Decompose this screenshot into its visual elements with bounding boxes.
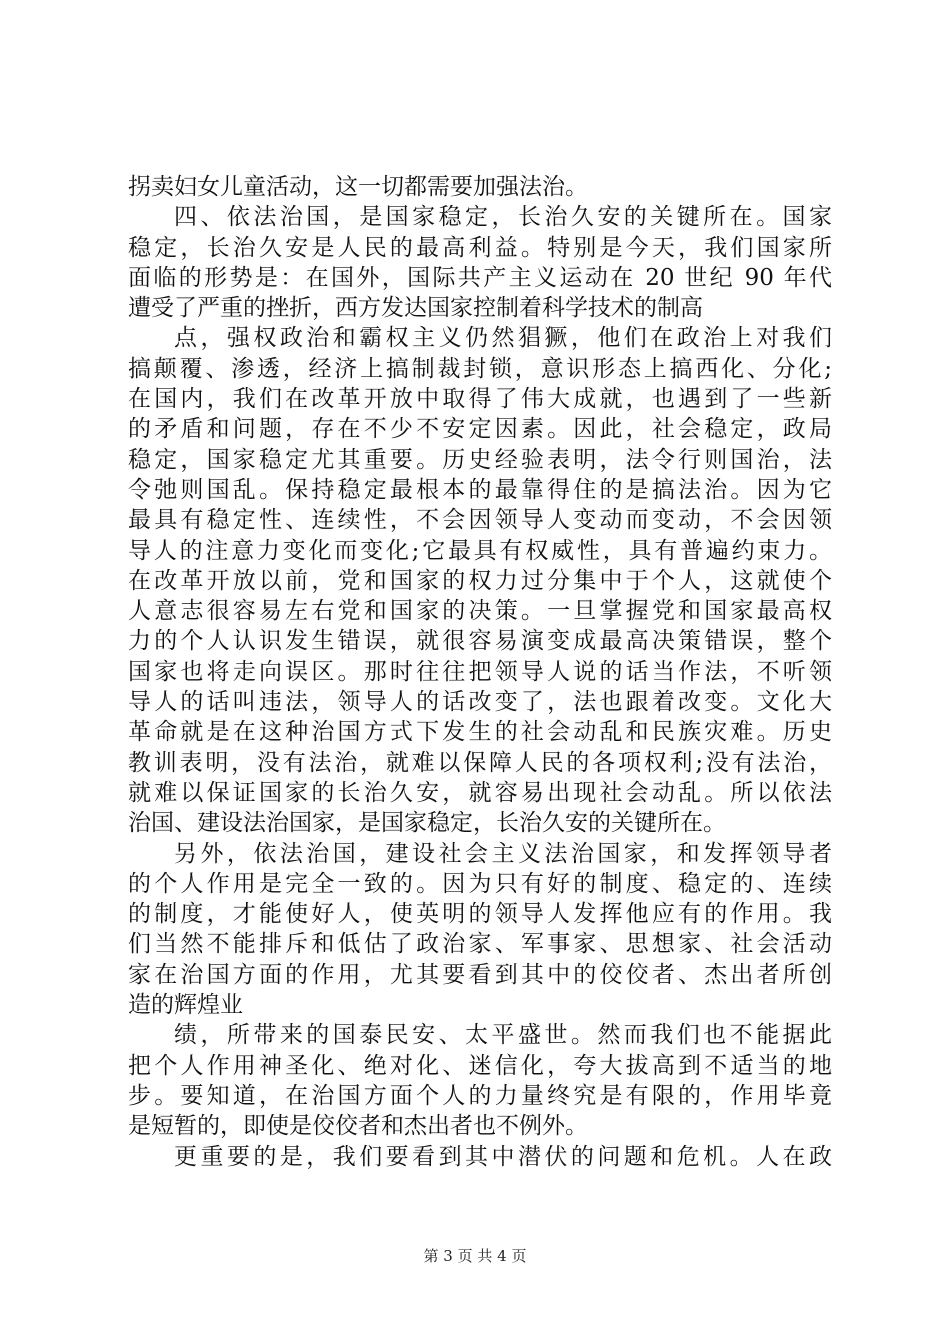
text-line: 点，强权政治和霸权主义仍然猖獗，他们在政治上对我们 — [174, 325, 832, 352]
text-line: 面临的形势是：在国外，国际共产主义运动在 20 世纪 90 年代 — [128, 264, 832, 291]
text-line: 是短暂的，即使是佼佼者和杰出者也不例外。 — [128, 1113, 588, 1140]
page-number-footer: 第 3 页 共 4 页 — [423, 1247, 527, 1265]
text-line: 人意志很容易左右党和国家的决策。一旦掌握党和国家最高权 — [128, 598, 832, 625]
text-line: 的矛盾和问题，存在不少不安定因素。因此，社会稳定，政局 — [128, 416, 832, 443]
text-line: 遭受了严重的挫折，西方发达国家控制着科学技术的制高 — [128, 295, 703, 322]
text-line: 另外，依法治国，建设社会主义法治国家，和发挥领导者 — [174, 840, 832, 867]
text-line: 绩，所带来的国泰民安、太平盛世。然而我们也不能据此 — [174, 1022, 832, 1049]
text-line: 令弛则国乱。保持稳定最根本的最靠得住的是搞法治。因为它 — [128, 476, 832, 503]
text-line: 就难以保证国家的长治久安，就容易出现社会动乱。所以依法 — [128, 779, 832, 806]
text-line: 导人的话叫违法，领导人的话改变了，法也跟着改变。文化大 — [128, 689, 832, 716]
text-line: 国家也将走向误区。那时往往把领导人说的话当作法，不听领 — [128, 658, 832, 685]
text-line: 造的辉煌业 — [128, 992, 243, 1019]
text-line: 在改革开放以前，党和国家的权力过分集中于个人，这就使个 — [128, 567, 832, 594]
text-line: 拐卖妇女儿童活动，这一切都需要加强法治。 — [128, 174, 588, 200]
text-line: 导人的注意力变化而变化;它最具有权威性，具有普遍约束力。 — [128, 537, 832, 564]
text-line: 在国内，我们在改革开放中取得了伟大成就，也遇到了一些新 — [128, 386, 832, 413]
text-line: 最具有稳定性、连续性，不会因领导人变动而变动，不会因领 — [128, 507, 832, 534]
text-line: 的制度，才能使好人，使英明的领导人发挥他应有的作用。我 — [128, 901, 832, 928]
text-line: 力的个人认识发生错误，就很容易演变成最高决策错误，整个 — [128, 628, 832, 655]
text-line: 四、依法治国，是国家稳定，长治久安的关键所在。国家 — [174, 204, 832, 231]
text-line: 家在治国方面的作用，尤其要看到其中的佼佼者、杰出者所创 — [128, 961, 832, 988]
text-line: 革命就是在这种治国方式下发生的社会动乱和民族灾难。历史 — [128, 719, 832, 746]
text-line: 更重要的是，我们要看到其中潜伏的问题和危机。人在政 — [174, 1143, 832, 1170]
text-line: 治国、建设法治国家，是国家稳定，长治久安的关键所在。 — [128, 810, 726, 837]
text-line: 稳定，国家稳定尤其重要。历史经验表明，法令行则国治，法 — [128, 446, 832, 473]
text-line: 教训表明，没有法治，就难以保障人民的各项权利;没有法治， — [128, 749, 832, 776]
text-line: 稳定，长治久安是人民的最高利益。特别是今天，我们国家所 — [128, 234, 832, 261]
document-body — [128, 172, 832, 1172]
text-line: 把个人作用神圣化、绝对化、迷信化，夸大拔高到不适当的地 — [128, 1052, 832, 1079]
text-line: 们当然不能排斥和低估了政治家、军事家、思想家、社会活动 — [128, 931, 832, 958]
text-line: 搞颠覆、渗透，经济上搞制裁封锁，意识形态上搞西化、分化; — [128, 355, 832, 382]
text-line: 的个人作用是完全一致的。因为只有好的制度、稳定的、连续 — [128, 870, 832, 897]
text-line: 步。要知道，在治国方面个人的力量终究是有限的，作用毕竟 — [128, 1082, 832, 1109]
